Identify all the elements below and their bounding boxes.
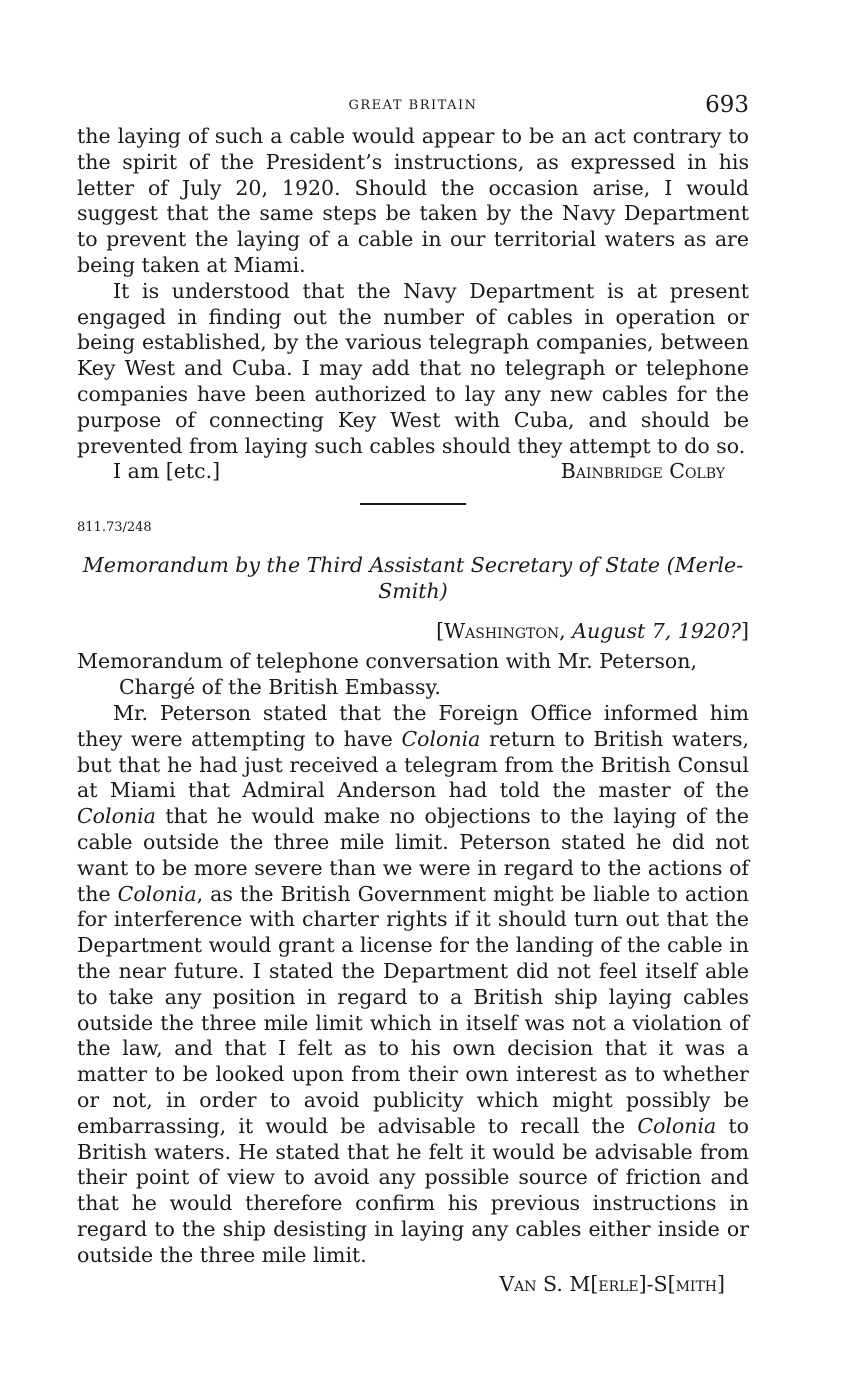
page-number: 693 [705,92,749,118]
body-segment-1: Mr. Peterson stated that the Foreign Office informed him they were attempting to have [77,700,749,751]
ship-name-colonia: Colonia [77,804,156,829]
ship-name-colonia: Colonia [117,881,197,906]
dateline-place: Washington, [444,619,566,644]
body-segment-5: to British waters. He stated that he felt it would be advisable from their point of view to avoid any possible source of friction and that he would therefore confirm his previous instructions in regard to the ship desisting in laying any cables either inside or outside the three mile limit. [77,1113,749,1267]
letter-paragraph-navy-department: It is understood that the Navy Department is at present engaged in finding out the number of cables in operation or being established, by the various telegraph companies, between Key West and Cuba. I may add that no telegraph or telephone companies have been authorized to lay any new cables for the purpose of connecting Key West with Cuba, and should be prevented from laying such cables should they attempt to do so. [77,278,749,458]
memorandum-subject: Memorandum of telephone conversation with Mr. Peterson, Chargé of the British Embassy. [77,649,697,700]
running-title: GREAT BRITAIN [348,98,478,113]
body-segment-3: that he would make no objections to the laying of the cable outside the three mile limit. Peterson stated he did not want to be more severe than we were in regard to the actions of the [77,804,749,906]
ship-name-colonia: Colonia [637,1113,717,1138]
letter-paragraph-continued: the laying of such a cable would appear to be an act contrary to the spirit of the President’s instructions, as expressed in his letter of July 20, 1920. Should the occasion arise, I would suggest that the same steps be taken by the Navy Department to prevent the laying of a cable in our territorial waters as are being taken at Miami. [77,124,749,277]
dateline-close-bracket: ] [741,619,749,644]
ship-name-colonia: Colonia [401,726,481,751]
letter-signature: Bainbridge Colby [560,459,725,484]
letter-closing-row [77,459,749,485]
memorandum-dateline [77,618,749,644]
section-divider [360,503,466,505]
memorandum-signature-row [77,1271,749,1299]
dateline-date: August 7, 1920? [572,619,741,644]
dateline-open-bracket: [ [436,619,445,644]
document-page [77,92,749,1299]
memorandum-title: Memorandum by the Third Assistant Secretary of State (Merle-Smith) [82,553,744,604]
file-number: 811.73/248 [77,520,152,536]
memorandum-signature: Van S. M[erle]-S[mith] [499,1272,725,1297]
body-segment-2: return to British waters, but that he had just received a telegram from the British Consul at Miami that Admiral Anderson had told the master of the [77,726,750,803]
memorandum-body [77,701,749,1269]
letter-complimentary-close: I am [etc.] [113,459,221,484]
running-head [77,92,749,124]
body-segment-4: , as the British Government might be liable to action for interference with charter rights if it should turn out that the Department would grant a license for the landing of the cable in the near future. I stated the Department did not feel itself able to take any position in regard to a British ship laying cables outside the three mile limit which in itself was not a violation of the law, and that I felt as to his own decision that it was a matter to be looked upon from their own interest as to whether or not, in order to avoid publicity which might possibly be embarrassing, it would be advisable to recall the [77,881,750,1138]
